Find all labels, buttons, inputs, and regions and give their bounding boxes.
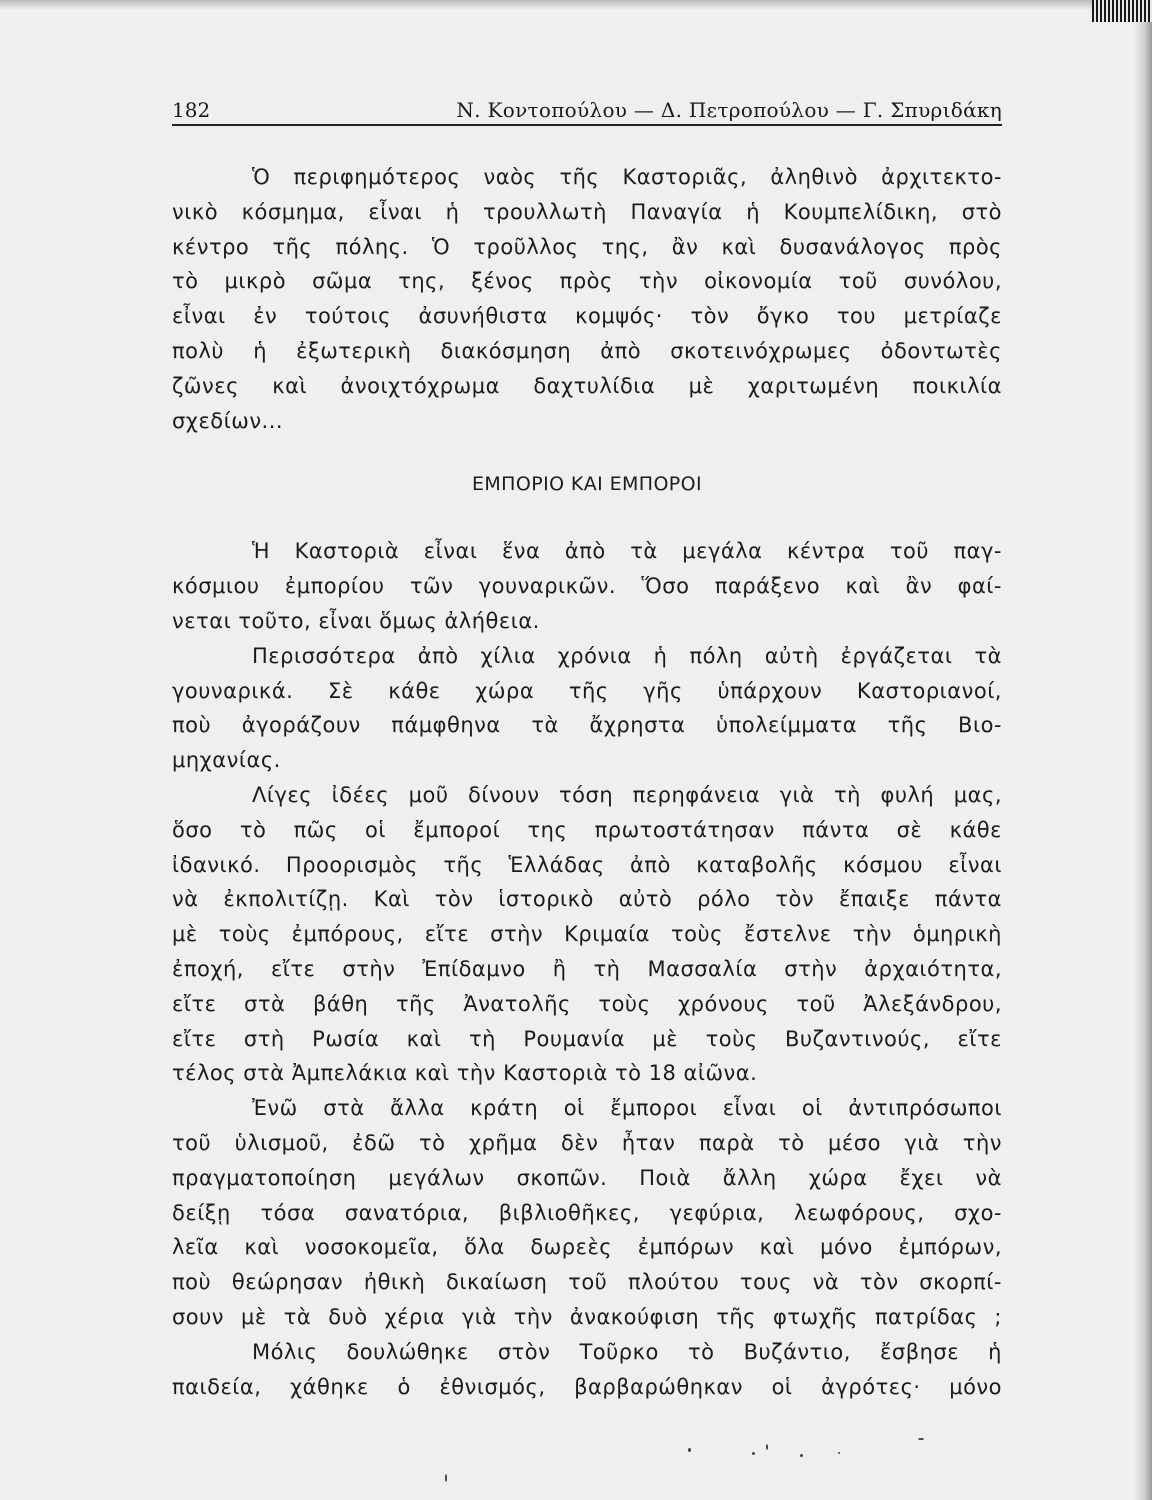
paragraph bbox=[172, 1335, 1002, 1405]
paragraph bbox=[172, 1091, 1002, 1335]
page-binding-edge bbox=[1134, 0, 1152, 1500]
paragraph bbox=[172, 160, 1002, 438]
body-text bbox=[172, 160, 1002, 1404]
text-line: Ἡ Καστοριὰ εἶναι ἕνα ἀπὸ τὰ μεγάλα κέντρα τοῦ παγ- bbox=[252, 539, 1002, 564]
text-line: Ὁ περιφημότερος ναὸς τῆς Καστοριᾶς, ἀληθινὸ ἀρχιτεκτο- bbox=[252, 165, 1002, 189]
text-line: ποὺ ἀγοράζουν πάμφθηνα τὰ ἄχρηστα ὑπολείμματα τῆς Βιο- bbox=[172, 713, 1002, 738]
text-line: ἰδανικό. Προορισμὸς τῆς Ἑλλάδας ἀπὸ καταβολῆς κόσμου εἶναι bbox=[172, 852, 1002, 877]
text-line: παιδεία, χάθηκε ὁ ἐθνισμός, βαρβαρώθηκαν οἱ ἀγρότες· μόνο bbox=[172, 1374, 1002, 1399]
text-line: Λίγες ἰδέες μοῦ δίνουν τόση περηφάνεια γιὰ τὴ φυλή μας, bbox=[252, 782, 1002, 807]
paragraph bbox=[172, 778, 1002, 1091]
text-line: ποὺ θεώρησαν ἠθικὴ δικαίωση τοῦ πλούτου τους νὰ τὸν σκορπί- bbox=[172, 1270, 1002, 1295]
text-line: Ἐνῶ στὰ ἄλλα κράτη οἱ ἔμποροι εἶναι οἱ ἀντιπρόσωποι bbox=[252, 1096, 1002, 1121]
text-line: νικὸ κόσμημα, εἶναι ἡ τρουλλωτὴ Παναγία ἡ Κουμπελίδικη, στὸ bbox=[172, 199, 1002, 224]
scan-speck bbox=[800, 1454, 803, 1457]
text-line: κόσμιου ἐμπορίου τῶν γουναρικῶν. Ὅσο παράξενο καὶ ἂν φαί- bbox=[172, 574, 1002, 599]
text-line: γουναρικά. Σὲ κάθε χώρα τῆς γῆς ὑπάρχουν Καστοριανοί, bbox=[172, 678, 1002, 703]
page-header bbox=[172, 98, 1002, 126]
text-line: μὲ τοὺς ἐμπόρους, εἴτε στὴν Κριμαία τοὺς ἔστελνε τὴν ὁμηρικὴ bbox=[172, 922, 1002, 947]
text-line: σουν μὲ τὰ δυὸ χέρια γιὰ τὴν ἀνακούφιση τῆς φτωχῆς πατρίδας ; bbox=[172, 1304, 1002, 1329]
text-line: λεῖα καὶ νοσοκομεῖα, ὅλα δωρεὲς ἐμπόρων καὶ μόνο ἐμπόρων, bbox=[172, 1235, 1002, 1260]
text-line: εἴτε στὰ βάθη τῆς Ἀνατολῆς τοὺς χρόνους τοῦ Ἀλεξάνδρου, bbox=[172, 991, 1002, 1016]
text-line: ὅσο τὸ πῶς οἱ ἔμποροί της πρωτοστάτησαν πάντα σὲ κάθε bbox=[172, 817, 1002, 842]
scan-speck bbox=[688, 1448, 691, 1452]
text-line: δείξῃ τόσα σανατόρια, βιβλιοθῆκες, γεφύρια, λεωφόρους, σχο- bbox=[172, 1200, 1002, 1225]
text-line: κέντρο τῆς πόλης. Ὁ τροῦλλος της, ἂν καὶ δυσανάλογος πρὸς bbox=[172, 234, 1002, 259]
text-line: πραγματοποίηση μεγάλων σκοπῶν. Ποιὰ ἄλλη χώρα ἔχει νὰ bbox=[172, 1165, 1002, 1190]
text-line: τέλος στὰ Ἀμπελάκια καὶ τὴν Καστοριὰ τὸ 18 αἰῶνα. bbox=[172, 1061, 758, 1086]
text-line: εἴτε στὴ Ρωσία καὶ τὴ Ρουμανία μὲ τοὺς Βυζαντινούς, εἴτε bbox=[172, 1026, 1002, 1051]
text-line: σχεδίων... bbox=[172, 408, 284, 433]
text-line: ζῶνες καὶ ἀνοιχτόχρωμα δαχτυλίδια μὲ χαριτωμένη ποικιλία bbox=[172, 373, 1002, 398]
text-line: εἶναι ἐν τούτοις ἀσυνήθιστα κομψός· τὸν ὄγκο του μετρίαζε bbox=[172, 304, 1002, 329]
text-line: τοῦ ὑλισμοῦ, ἐδῶ τὸ χρῆμα δὲν ἦταν παρὰ τὸ μέσο γιὰ τὴν bbox=[172, 1130, 1002, 1155]
scan-speck bbox=[766, 1444, 768, 1450]
page-top-shadow bbox=[0, 0, 1152, 10]
text-line: τὸ μικρὸ σῶμα της, ξένος πρὸς τὴν οἰκονομία τοῦ συνόλου, bbox=[172, 269, 1002, 294]
text-line: Περισσότερα ἀπὸ χίλια χρόνια ἡ πόλη αὐτὴ ἐργάζεται τὰ bbox=[252, 643, 1002, 668]
paragraph bbox=[172, 534, 1002, 638]
scan-speck bbox=[838, 1452, 840, 1454]
text-line: νεται τοῦτο, εἶναι ὅμως ἀλήθεια. bbox=[172, 608, 540, 633]
running-head: Ν. Κοντοπούλου — Δ. Πετροπούλου — Γ. Σπυριδάκη bbox=[456, 98, 1002, 122]
text-line: νὰ ἐκπολιτίζῃ. Καὶ τὸν ἱστορικὸ αὐτὸ ρόλο τὸν ἔπαιξε πάντα bbox=[172, 887, 1002, 912]
text-line: πολὺ ἡ ἐξωτερικὴ διακόσμηση ἀπὸ σκοτεινόχρωμες ὀδοντωτὲς bbox=[172, 338, 1002, 363]
text-line: μηχανίας. bbox=[172, 748, 281, 773]
text-line: ἐποχή, εἴτε στὴν Ἐπίδαμνο ἢ τὴ Μασσαλία στὴν ἀρχαιότητα, bbox=[172, 956, 1002, 981]
scan-speck bbox=[445, 1474, 447, 1482]
scan-corner-artifact bbox=[1092, 0, 1152, 22]
paragraph bbox=[172, 639, 1002, 778]
section-heading: ΕΜΠΟΡΙΟ ΚΑΙ ΕΜΠΟΡΟΙ bbox=[471, 473, 703, 496]
page-number: 182 bbox=[172, 98, 211, 122]
text-line: Μόλις δουλώθηκε στὸν Τοῦρκο τὸ Βυζάντιο, ἔσβησε ἡ bbox=[252, 1339, 1002, 1364]
scan-speck bbox=[752, 1452, 755, 1455]
scan-speck bbox=[918, 1438, 924, 1440]
